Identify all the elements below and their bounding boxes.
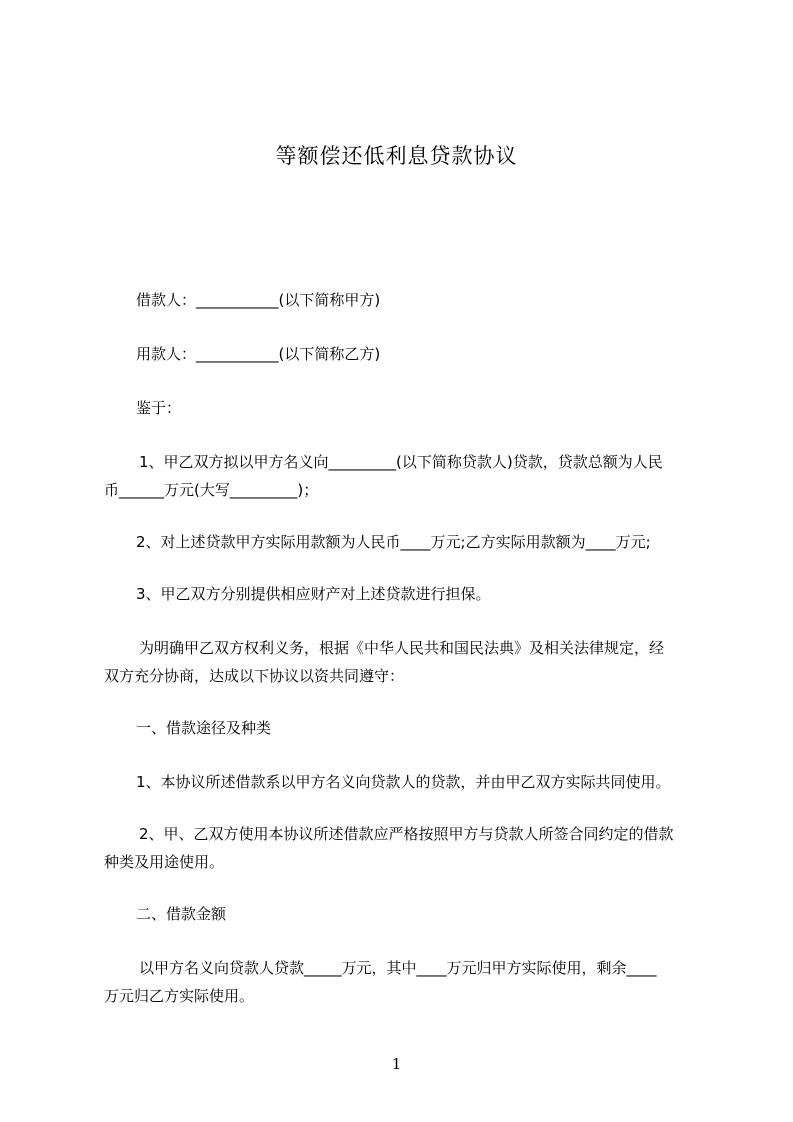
section-1-clause-2-line-2: 种类及用途使用。 (104, 853, 225, 871)
section-1-heading: 一、借款途径及种类 (136, 719, 272, 737)
section-2-body-line-2: 万元归乙方实际使用。 (104, 987, 255, 1005)
section-1-clause-1: 1、本协议所述借款系以甲方名义向贷款人的贷款，并由甲乙双方实际共同使用。 (136, 773, 671, 791)
recital-3: 3、甲乙双方分别提供相应财产对上述贷款进行担保。 (136, 585, 491, 603)
whereas-heading: 鉴于： (136, 399, 182, 417)
section-2-heading: 二、借款金额 (136, 905, 227, 923)
recital-1-line-1: 1、甲乙双方拟以甲方名义向_________(以下简称贷款人)贷款，贷款总额为人民 (139, 453, 663, 471)
page-number: 1 (391, 1055, 402, 1073)
user-line: 用款人：___________(以下简称乙方) (136, 345, 381, 363)
preamble-line-1: 为明确甲乙双方权利义务，根据《中华人民共和国民法典》及相关法律规定，经 (139, 639, 665, 657)
borrower-line: 借款人：___________(以下简称甲方) (136, 291, 381, 309)
document-title: 等额偿还低利息贷款协议 (275, 144, 518, 168)
preamble-line-2: 双方充分协商，达成以下协议以资共同遵守： (104, 667, 405, 685)
recital-1-line-2: 币______万元(大写_________)； (104, 481, 319, 499)
section-1-clause-2-line-1: 2、甲、乙双方使用本协议所述借款应严格按照甲方与贷款人所签合同约定的借款 (139, 825, 674, 843)
recital-2: 2、对上述贷款甲方实际用款额为人民币____万元;乙方实际用款额为____万元; (136, 533, 651, 551)
section-2-body-line-1: 以甲方名义向贷款人贷款_____万元，其中____万元归甲方实际使用，剩余____ (139, 959, 657, 977)
